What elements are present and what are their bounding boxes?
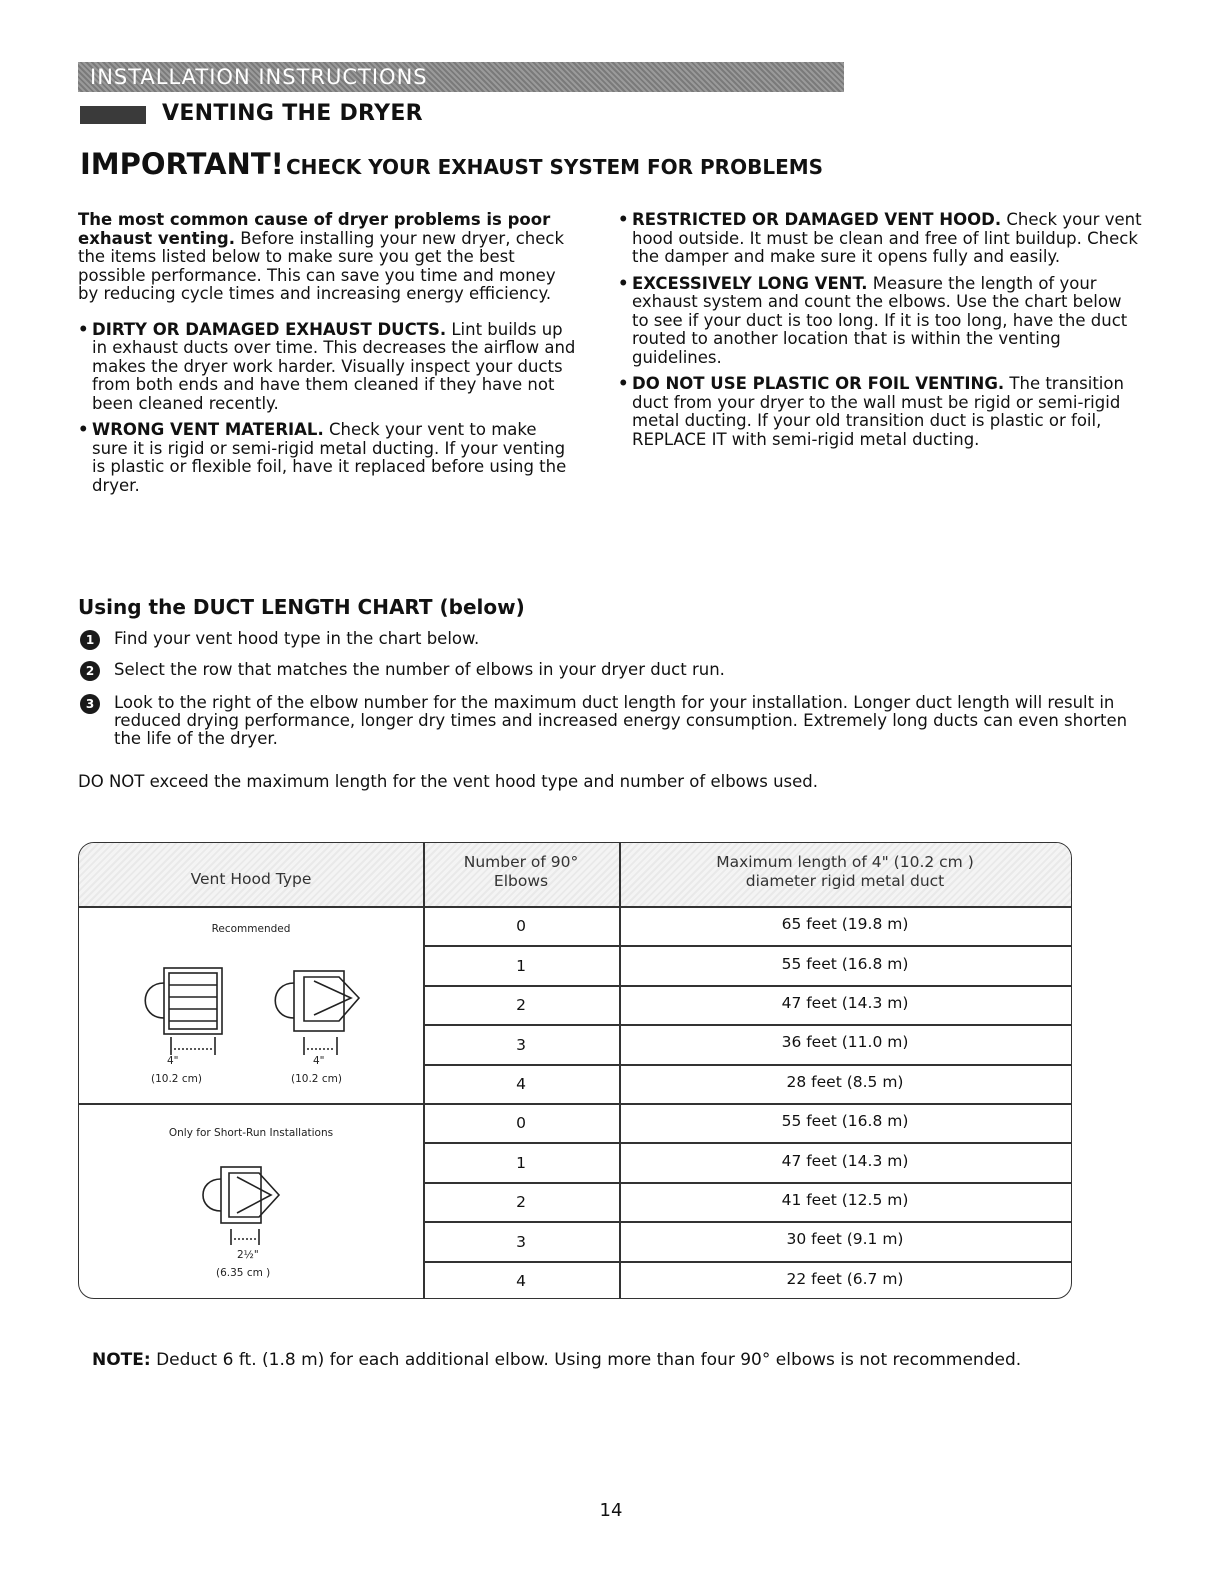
important-subheading: CHECK YOUR EXHAUST SYSTEM FOR PROBLEMS — [286, 155, 824, 179]
short-run-vent-hood-icon — [203, 1167, 279, 1245]
row-divider — [423, 945, 1071, 947]
header-banner — [78, 62, 844, 92]
bullet-title: WRONG VENT MATERIAL. — [92, 420, 324, 439]
short-run-vent-hood-illustration — [179, 1161, 319, 1251]
bullet-text: Lint builds up in exhaust ducts over time. This decreases the airflow and makes the dryer work harder. Visually inspect your ducts from both ends and have them cleaned if they have not been cleaned recently. — [92, 319, 576, 413]
length-cell: 55 feet (16.8 m) — [781, 955, 909, 973]
header-text: Maximum length of 4" (10.2 cm ) — [716, 853, 974, 871]
header-elbows — [423, 843, 619, 906]
length-cell: 65 feet (19.8 m) — [781, 915, 909, 933]
dimension-label: (10.2 cm) — [291, 1073, 342, 1085]
note-body: Deduct 6 ft. (1.8 m) for each additional elbow. Using more than four 90° elbows is not recommended. — [150, 1350, 1022, 1370]
dimension-label: 2½" — [237, 1249, 259, 1261]
length-cell: 30 feet (9.1 m) — [786, 1230, 904, 1248]
bullet-title: DO NOT USE PLASTIC OR FOIL VENTING. — [632, 374, 1005, 393]
row-divider — [423, 1024, 1071, 1026]
length-cell: 47 feet (14.3 m) — [781, 994, 909, 1012]
page-number: 14 — [599, 1500, 623, 1521]
intro-text: Before installing your new dryer, check the items listed below to make sure you get the best possible performance. This can save you time and money by reducing cycle times and increasing energy efficiency. — [78, 228, 565, 303]
row-divider — [423, 985, 1071, 987]
dimension-label: (6.35 cm ) — [216, 1267, 271, 1279]
intro-bold: The most common cause of dryer problems is poor exhaust venting. — [78, 210, 551, 248]
right-column — [618, 211, 1143, 457]
header-divider — [79, 906, 1071, 908]
bullet-title: RESTRICTED OR DAMAGED VENT HOOD. — [632, 210, 1002, 229]
row-divider — [423, 1142, 1071, 1144]
bullet-plastic-foil: • DO NOT USE PLASTIC OR FOIL VENTING. The transition duct from your dryer to the wall must be rigid or semi-rigid metal ducting. If your old transition duct is plastic or foil, REPLACE IT with semi-rigid metal ducting. — [618, 374, 1124, 449]
elbows-cell: 2 — [516, 1193, 526, 1211]
column-divider — [423, 843, 425, 1298]
length-cell: 22 feet (6.7 m) — [786, 1270, 904, 1288]
elbows-cell: 4 — [516, 1272, 526, 1290]
section-marker — [80, 106, 146, 124]
note-label: NOTE: — [92, 1350, 151, 1370]
bullet-text: Check your vent to make sure it is rigid or semi-rigid metal ducting. If your venting is plastic or flexible foil, have it replaced before using the dryer. — [92, 420, 567, 495]
group-divider — [79, 1103, 1071, 1105]
step-2 — [80, 661, 1140, 679]
elbows-cell: 2 — [516, 996, 526, 1014]
row-divider — [423, 1221, 1071, 1223]
length-cell: 47 feet (14.3 m) — [781, 1152, 909, 1170]
bullet-vent-hood: • RESTRICTED OR DAMAGED VENT HOOD. Check your vent hood outside. It must be clean and free of lint buildup. Check the damper and make sure it opens fully and easily. — [618, 210, 1142, 266]
bullet-wrong-material: • WRONG VENT MATERIAL. Check your vent to make sure it is rigid or semi-rigid metal ducting. If your venting is plastic or flexible foil, have it replaced before using the dryer. — [78, 420, 567, 495]
duct-length-table — [78, 842, 1072, 1299]
note-text — [92, 1350, 1021, 1370]
louvered-vent-hood-icon — [145, 968, 222, 1055]
elbows-cell: 3 — [516, 1233, 526, 1251]
header-max-length — [619, 843, 1071, 906]
header-vent-hood-type — [79, 843, 423, 906]
chart-usage-title: Using the DUCT LENGTH CHART (below) — [78, 595, 525, 619]
step-number-icon: 2 — [80, 661, 100, 681]
banner-text: INSTALLATION INSTRUCTIONS — [90, 65, 428, 89]
step-number-icon: 3 — [80, 694, 100, 714]
recommended-vent-hood-illustrations — [119, 963, 389, 1073]
elbows-cell: 3 — [516, 1036, 526, 1054]
bullet-title: DIRTY OR DAMAGED EXHAUST DUCTS. — [92, 319, 447, 339]
length-cell: 41 feet (12.5 m) — [781, 1191, 909, 1209]
do-not-exceed-text: DO NOT exceed the maximum length for the vent hood type and number of elbows used. — [78, 772, 819, 791]
dimension-label: 4" — [167, 1055, 179, 1067]
section-title: VENTING THE DRYER — [162, 101, 423, 126]
elbows-cell: 1 — [516, 957, 526, 975]
elbows-cell: 4 — [516, 1075, 526, 1093]
recommended-label: Recommended — [211, 923, 291, 935]
short-run-label: Only for Short-Run Installations — [168, 1127, 334, 1139]
length-cell: 36 feet (11.0 m) — [781, 1033, 909, 1051]
bullet-text: The transition duct from your dryer to the wall must be rigid or semi-rigid metal ducting. If your old transition duct is plastic or foil, REPLACE IT with semi-rigid metal ducting. — [632, 374, 1124, 449]
row-divider — [423, 1182, 1071, 1184]
elbows-cell: 1 — [516, 1154, 526, 1172]
important-heading: IMPORTANT! — [80, 147, 284, 181]
step-text: Look to the right of the elbow number for the maximum duct length for your installation. Longer duct length will result in reduced drying performance, longer dry times and increased energy consumption. Extremely long ducts can even shorten the life of the dryer. — [114, 693, 1128, 748]
bullet-text: Check your vent hood outside. It must be clean and free of lint buildup. Check the damper and make sure it opens fully and easily. — [632, 210, 1142, 266]
step-3 — [80, 694, 1140, 748]
header-text: Vent Hood Type — [190, 870, 312, 888]
bullet-title: EXCESSIVELY LONG VENT. — [632, 273, 868, 293]
row-divider — [423, 1064, 1071, 1066]
dimension-label: (10.2 cm) — [151, 1073, 202, 1085]
row-divider — [423, 1261, 1071, 1263]
elbows-cell: 0 — [516, 1114, 526, 1132]
bullet-dirty-ducts: • DIRTY OR DAMAGED EXHAUST DUCTS. Lint builds up in exhaust ducts over time. This decreases the airflow and makes the dryer work harder. Visually inspect your ducts from both ends and have them cleaned if they have not been cleaned recently. — [78, 319, 576, 413]
intro-paragraph — [78, 211, 576, 304]
bullet-long-vent: • EXCESSIVELY LONG VENT. Measure the length of your exhaust system and count the elbows. Use the chart below to see if your duct is too long. If it is too long, have the duct routed to another location that is within the venting guidelines. — [618, 273, 1128, 367]
step-1 — [80, 630, 1140, 648]
dimension-label: 4" — [313, 1055, 325, 1067]
header-text: Elbows — [493, 872, 549, 890]
bullet-text: Measure the length of your exhaust system and count the elbows. Use the chart below to see if your duct is too long. If it is too long, have the duct routed to another location that is within the venting guidelines. — [632, 273, 1128, 367]
left-column — [78, 211, 576, 503]
box-vent-hood-icon — [275, 971, 359, 1055]
step-text: Select the row that matches the number of elbows in your dryer duct run. — [114, 660, 725, 679]
length-cell: 28 feet (8.5 m) — [786, 1073, 904, 1091]
step-text: Find your vent hood type in the chart below. — [114, 629, 480, 648]
header-text: Number of 90° — [463, 853, 579, 871]
step-number-icon: 1 — [80, 630, 100, 650]
elbows-cell: 0 — [516, 917, 526, 935]
length-cell: 55 feet (16.8 m) — [781, 1112, 909, 1130]
header-text: diameter rigid metal duct — [745, 872, 945, 890]
